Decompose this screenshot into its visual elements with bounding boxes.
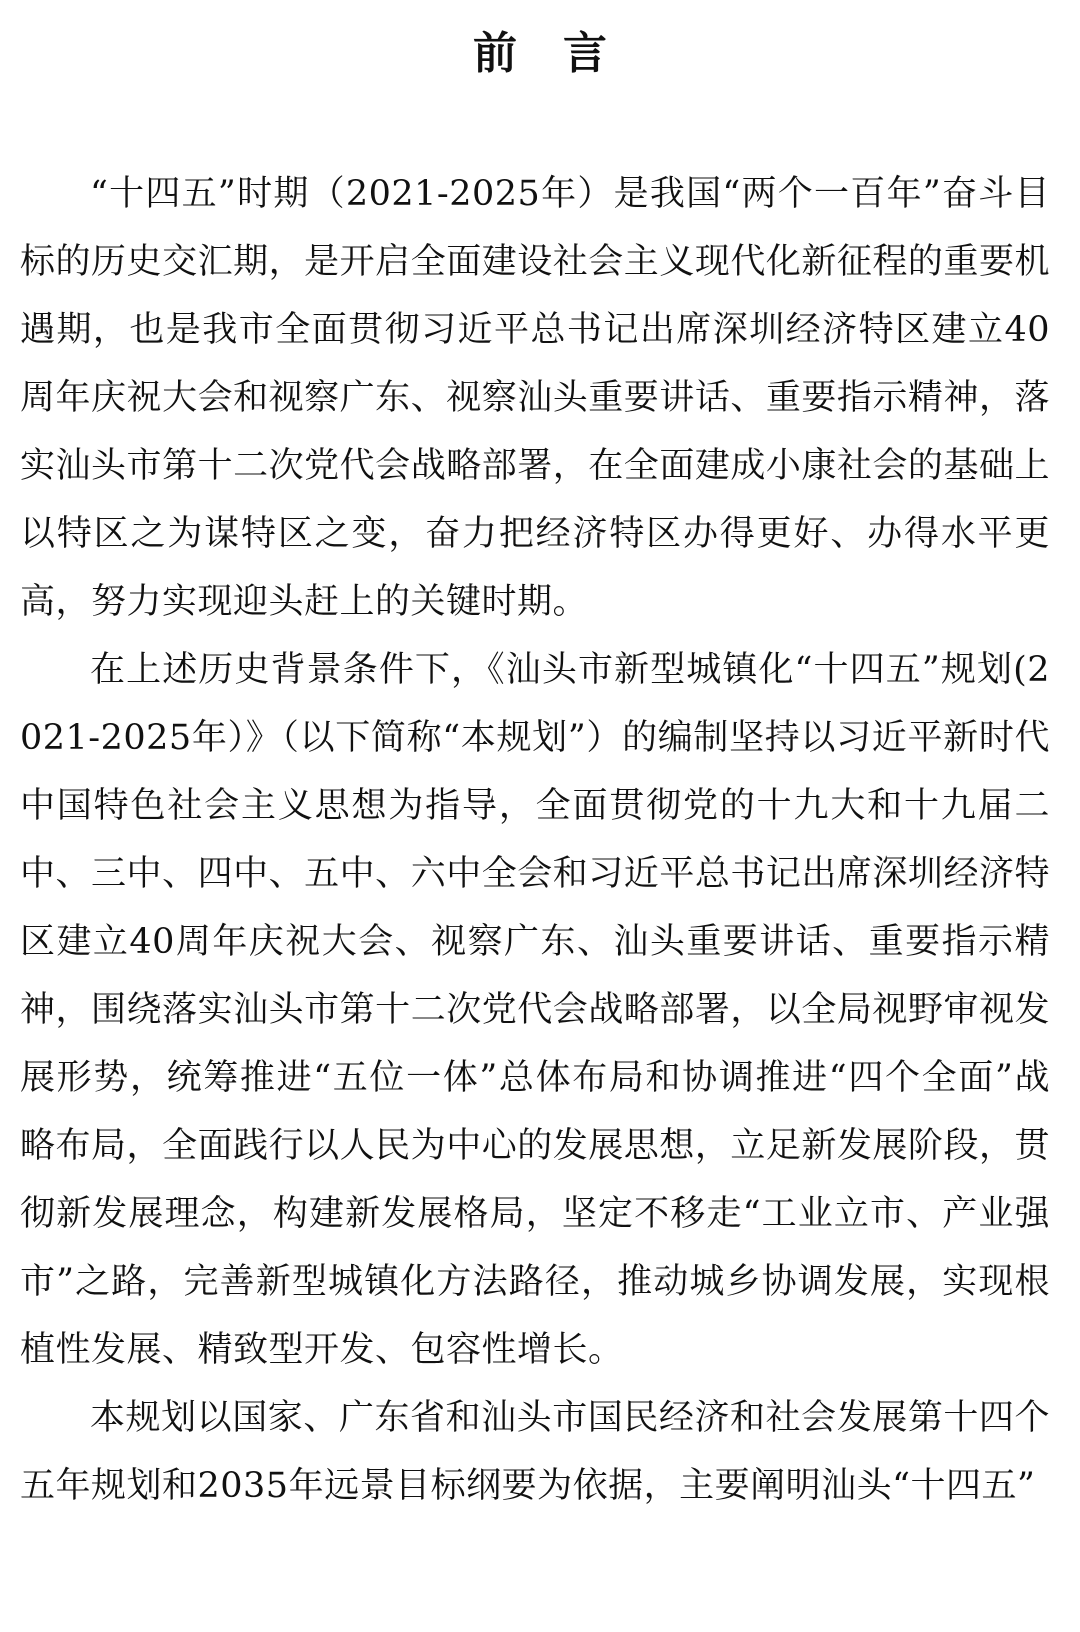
document-body bbox=[20, 160, 1050, 1520]
paragraph-2: 在上述历史背景条件下，《汕头市新型城镇化“十四五”规划(2021-2025年）》（以下简称“本规划”）的编制坚持以习近平新时代中国特色社会主义思想为指导，全面贯彻党的十九大和十九届二中、三中、四中、五中、六中全会和习近平总书记出席深圳经济特区建立40周年庆祝大会、视察广东、汕头重要讲话、重要指示精神，围绕落实汕头市第十二次党代会战略部署，以全局视野审视发展形势，统筹推进“五位一体”总体布局和协调推进“四个全面”战略布局，全面践行以人民为中心的发展思想，立足新发展阶段，贯彻新发展理念，构建新发展格局，坚定不移走“工业立市、产业强市”之路，完善新型城镇化方法路径，推动城乡协调发展，实现根植性发展、精致型开发、包容性增长。 bbox=[20, 650, 1050, 1370]
paragraph-1: “十四五”时期（2021-2025年）是我国“两个一百年”奋斗目标的历史交汇期，是开启全面建设社会主义现代化新征程的重要机遇期，也是我市全面贯彻习近平总书记出席深圳经济特区建立40周年庆祝大会和视察广东、视察汕头重要讲话、重要指示精神，落实汕头市第十二次党代会战略部署，在全面建成小康社会的基础上以特区之为谋特区之变，奋力把经济特区办得更好、办得水平更高，努力实现迎头赶上的关键时期。 bbox=[20, 174, 1050, 622]
paragraph-3: 本规划以国家、广东省和汕头市国民经济和社会发展第十四个五年规划和2035年远景目标纲要为依据，主要阐明汕头“十四五” bbox=[20, 1398, 1050, 1506]
page-title: 前言 bbox=[473, 28, 653, 79]
